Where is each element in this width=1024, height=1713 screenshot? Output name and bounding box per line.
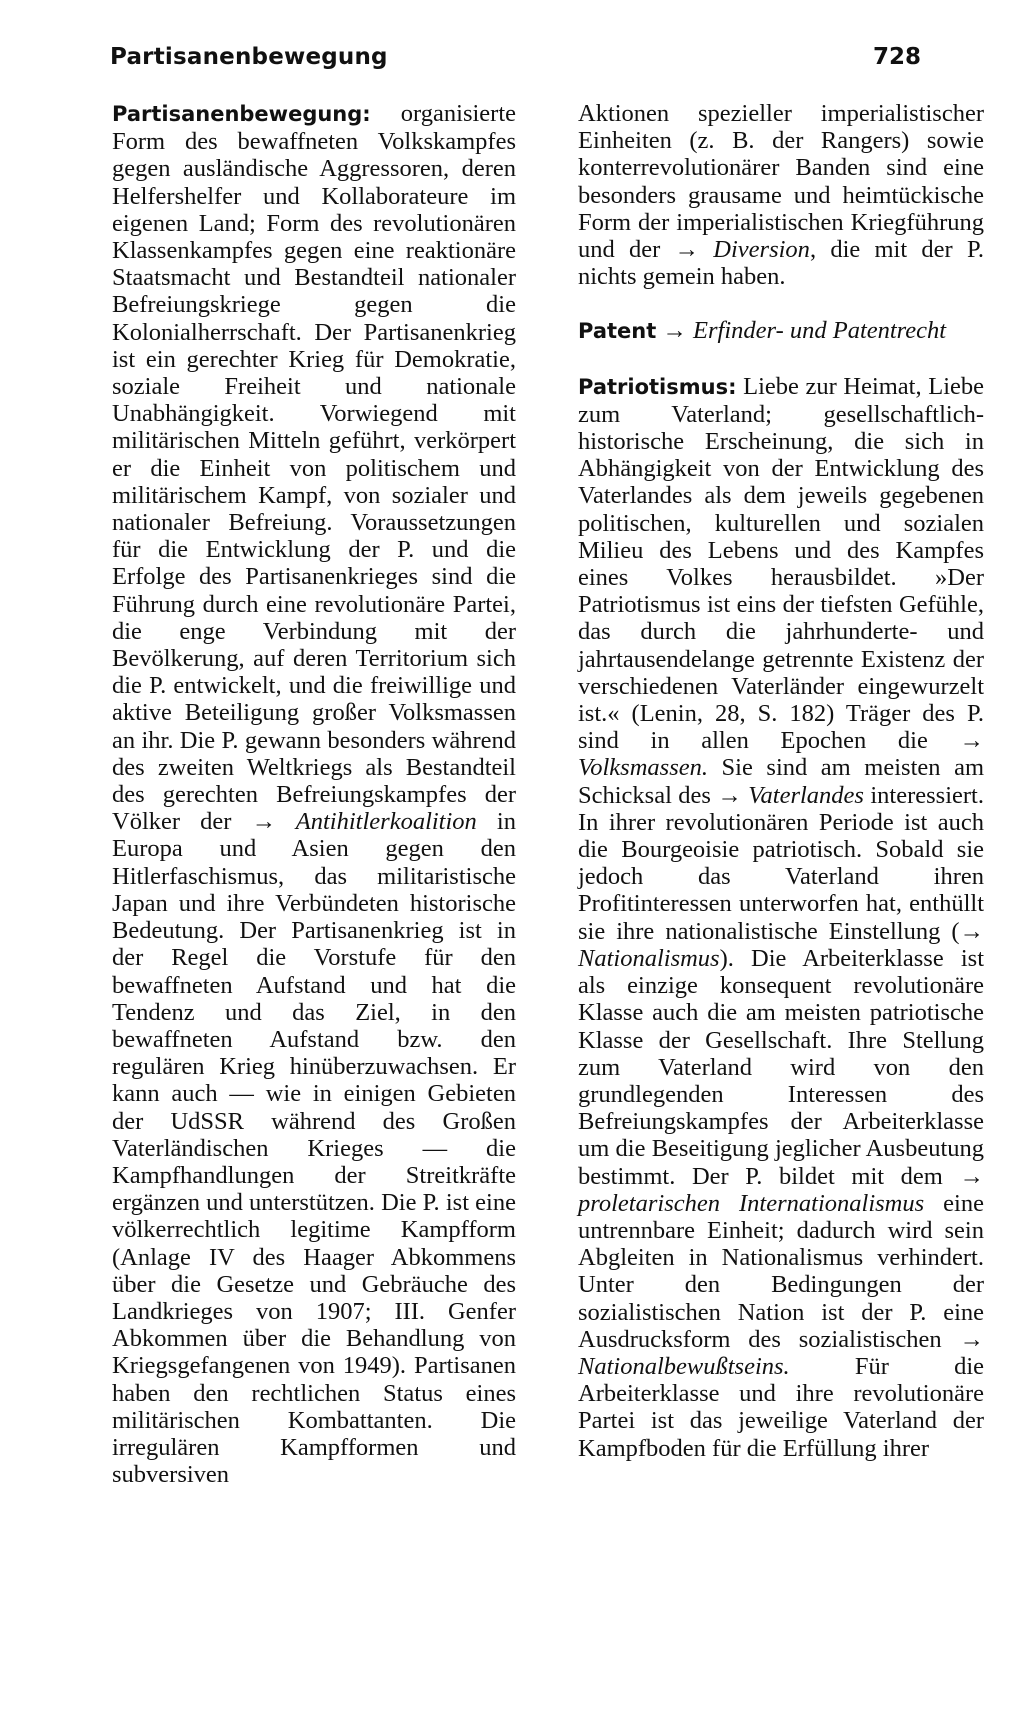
entry-text: Aktionen spezieller imperialistischer Einheiten (z. B. der Rangers) sowie konterrevolutionärer Banden sind eine besonders grausame und heimtückische Form der imperialistischen Kriegführung und der xyxy=(578,100,984,264)
cross-reference-nationalismus[interactable]: → Nationalismus xyxy=(578,917,984,972)
entry-text: interessiert. In ihrer revolutionären Periode ist auch die Bourgeoisie patriotisch. Sobald sie jedoch das Vaterland ihren Profitinteressen unterworfen hat, enthüllt sie ihre nationalistische Einstellung ( xyxy=(578,781,984,945)
entry-partisanenbewegung xyxy=(112,100,516,1488)
headword-patent: Patent xyxy=(578,319,657,344)
cross-reference-vaterlandes[interactable]: → Vaterlandes xyxy=(717,781,864,809)
cross-reference-erfinder-und-patentrecht[interactable]: → Erfinder- und Patentrecht xyxy=(662,317,947,345)
entry-partisanenbewegung-continued xyxy=(578,100,984,290)
entry-text: , die mit der P. nichts gemein haben. xyxy=(578,236,985,291)
entry-text: eine untrennbare Einheit; dadurch wird sein Abgleiten in Nationalismus verhindert. Unter den Bedingungen der sozialistischen Nation ist der P. eine Ausdrucksform des sozialistischen xyxy=(578,1189,984,1353)
column-right xyxy=(578,100,984,1489)
column-left xyxy=(112,100,516,1515)
cross-reference-diversion[interactable]: → Diversion xyxy=(674,236,810,264)
headword-partisanenbewegung: Partisanenbewegung: xyxy=(112,102,371,126)
entry-text: Sie sind am meisten am Schicksal des xyxy=(578,754,984,809)
entry-text: Liebe zur Heimat, Liebe zum Vaterland; gesellschaftlich-historische Erscheinung, die sich in Abhängigkeit von der Entwicklung des Vaterlandes als dem jeweils gegebenen politischen, kulturellen und sozialen Milieu des Lebens und des Kampfes eines Volkes herausbildet. »Der Patriotismus ist eins der tiefsten Gefühle, das durch die jahrhunderte- und jahrtausendelange getrennte Existenz der verschiedenen Vaterländer eingewurzelt ist.« (Lenin, 28, S. 182) Träger des P. sind in allen Epochen die xyxy=(578,372,984,755)
headword-patriotismus: Patriotismus: xyxy=(578,374,737,399)
entry-patent xyxy=(578,317,984,345)
entry-text: ). Die Arbeiterklasse ist als einzige konsequent revolutionäre Klasse auch die am meisten patriotische Klasse der Gesellschaft. Ihre Stellung zum Vaterland wird von den grundlegenden Interessen des Befreiungskampfes der Arbeiterklasse um die Beseitigung jeglicher Ausbeutung bestimmt. Der P. bildet mit dem xyxy=(578,944,984,1190)
cross-reference-antihitlerkoalition[interactable]: → Antihitlerkoalition xyxy=(251,808,477,836)
cross-reference-volksmassen[interactable]: → Volksmassen. xyxy=(578,727,984,782)
entry-text: organisierte Form des bewaffneten Volkskampfes gegen ausländische Aggressoren, deren Helfershelfer und Kollaborateure im eigenen Land; Form des revolutionären Klassenkampfes gegen eine reaktionäre Staatsmacht und Bestandteil nationaler Befreiungskriege gegen die Kolonialherrschaft. Der Partisanenkrieg ist ein gerechter Krieg für Demokratie, soziale Freiheit und nationale Unabhängigkeit. Vorwiegend mit militärischen Mitteln geführt, verkörpert er die Einheit von politischem und militärischem Kampf, von sozialer und nationaler Befreiung. Voraussetzungen für die Entwicklung der P. und die Erfolge des Partisanenkrieges sind die Führung durch eine revolutionäre Partei, die enge Verbindung mit der Bevölkerung, auf deren Territorium sich die P. entwickelt, und die freiwillige und aktive Beteiligung großer Volksmassen an ihr. Die P. gewann besonders während des zweiten Weltkriegs als Bestandteil des gerechten Befreiungskampfes der Völker der xyxy=(112,100,516,836)
cross-reference-proletarischen-internationalismus[interactable]: → proletarischen Internationalismus xyxy=(578,1162,984,1217)
cross-reference-nationalbewusstseins[interactable]: → Nationalbewußtseins. xyxy=(578,1325,984,1380)
entry-text: in Europa und Asien gegen den Hitlerfaschismus, das militaristische Japan und ihre Verbündeten historische Bedeutung. Der Partisanenkrieg ist in der Regel die Vorstufe für den bewaffneten Aufstand und hat die Tendenz und das Ziel, in den bewaffneten Aufstand bzw. den regulären Krieg hinüberzuwachsen. Er kann auch — wie in einigen Gebieten der UdSSR während des Großen Vaterländischen Krieges — die Kampfhandlungen der Streitkräfte ergänzen und unterstützen. Die P. ist eine völkerrechtlich legitime Kampfform (Anlage IV des Haager Abkommens über die Gesetze und Gebräuche des Landkrieges von 1907; III. Genfer Abkommen über die Behandlung von Kriegsgefangenen von 1949). Partisanen haben den rechtlichen Status eines militärischen Kombattanten. Die irregulären Kampfformen und subversiven xyxy=(112,808,516,1489)
entry-text: Für die Arbeiterklasse und ihre revolutionäre Partei ist das jeweilige Vaterland der Kampfboden für die Erfüllung ihrer xyxy=(578,1352,984,1462)
entry-patriotismus xyxy=(578,373,984,1462)
page-number: 728 xyxy=(872,44,921,70)
running-head: Partisanenbewegung xyxy=(110,44,388,70)
